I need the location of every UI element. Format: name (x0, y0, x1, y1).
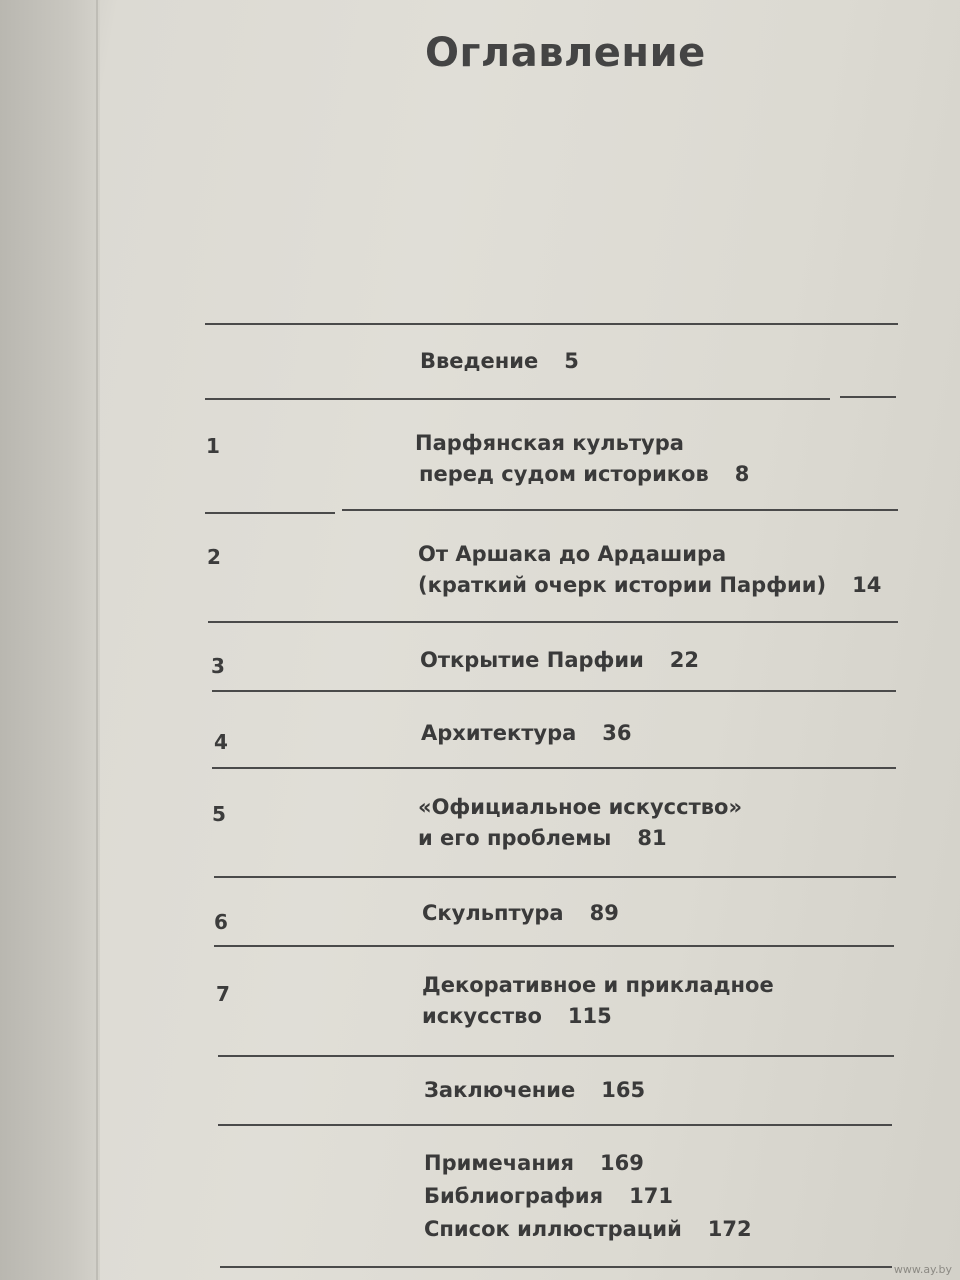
entry-title-continued: (краткий очерк истории Парфии) (418, 573, 827, 597)
entry-page-number: 89 (589, 901, 619, 925)
entry-page-number: 22 (669, 648, 700, 672)
entry-title: Декоративное и прикладное (422, 973, 774, 997)
entry-title-continued: искусство (422, 1004, 542, 1028)
toc-entry-chapter-3 (420, 645, 699, 676)
divider (840, 396, 896, 398)
divider (212, 767, 896, 769)
chapter-number: 6 (214, 910, 228, 934)
chapter-number: 7 (216, 982, 230, 1006)
entry-page-number: 8 (734, 462, 750, 486)
toc-entry-chapter-2 (418, 539, 881, 601)
entry-title-continued: и его проблемы (418, 826, 612, 850)
entry-title: Заключение (424, 1078, 576, 1102)
toc-entry-conclusion (424, 1075, 645, 1106)
chapter-number: 2 (207, 545, 221, 569)
divider (212, 690, 896, 692)
entry-page-number: 171 (629, 1184, 673, 1208)
entry-title-bibliography: Библиография (424, 1184, 604, 1208)
page-fold-line (96, 0, 98, 1280)
divider (218, 1055, 894, 1057)
page-title: Оглавление (425, 30, 706, 76)
page-binding-shadow (0, 0, 100, 1280)
entry-page-number: 14 (852, 573, 882, 597)
divider (205, 512, 335, 514)
entry-title-illustrations: Список иллюстраций (424, 1217, 682, 1241)
entry-title: Введение (420, 349, 539, 373)
entry-title-notes: Примечания (424, 1151, 575, 1175)
divider (214, 945, 894, 947)
entry-page-number: 81 (637, 826, 667, 850)
chapter-number: 1 (206, 434, 220, 458)
toc-entry-chapter-5 (418, 792, 742, 854)
toc-entry-chapter-1 (415, 428, 749, 490)
entry-page-number: 169 (600, 1151, 644, 1175)
entry-page-number: 36 (602, 721, 632, 745)
toc-entry-chapter-6 (422, 898, 619, 929)
toc-entry-chapter-7 (422, 970, 774, 1032)
chapter-number: 4 (214, 730, 228, 754)
chapter-number: 3 (211, 654, 225, 678)
entry-page-number: 165 (601, 1078, 646, 1102)
divider (220, 1266, 892, 1268)
entry-title: Скульптура (422, 901, 564, 925)
entry-title: «Официальное искусство» (418, 795, 743, 819)
entry-title: От Аршака до Ардашира (418, 542, 727, 566)
watermark-text: www.ay.by (893, 1263, 952, 1276)
entry-page-number: 172 (707, 1217, 752, 1241)
divider (208, 621, 898, 623)
toc-entry-introduction (420, 346, 579, 377)
entry-title: Открытие Парфии (420, 648, 644, 672)
divider (205, 323, 898, 325)
chapter-number: 5 (212, 802, 226, 826)
divider (214, 876, 896, 878)
entry-title: Архитектура (421, 721, 577, 745)
toc-entry-back-matter (424, 1147, 752, 1246)
entry-page-number: 5 (564, 349, 579, 373)
divider (205, 398, 830, 400)
entry-page-number: 115 (567, 1004, 612, 1028)
divider (218, 1124, 892, 1126)
divider (342, 509, 898, 511)
entry-title: Парфянская культура (415, 431, 684, 455)
entry-title-continued: перед судом историков (419, 462, 709, 486)
toc-entry-chapter-4 (421, 718, 632, 749)
